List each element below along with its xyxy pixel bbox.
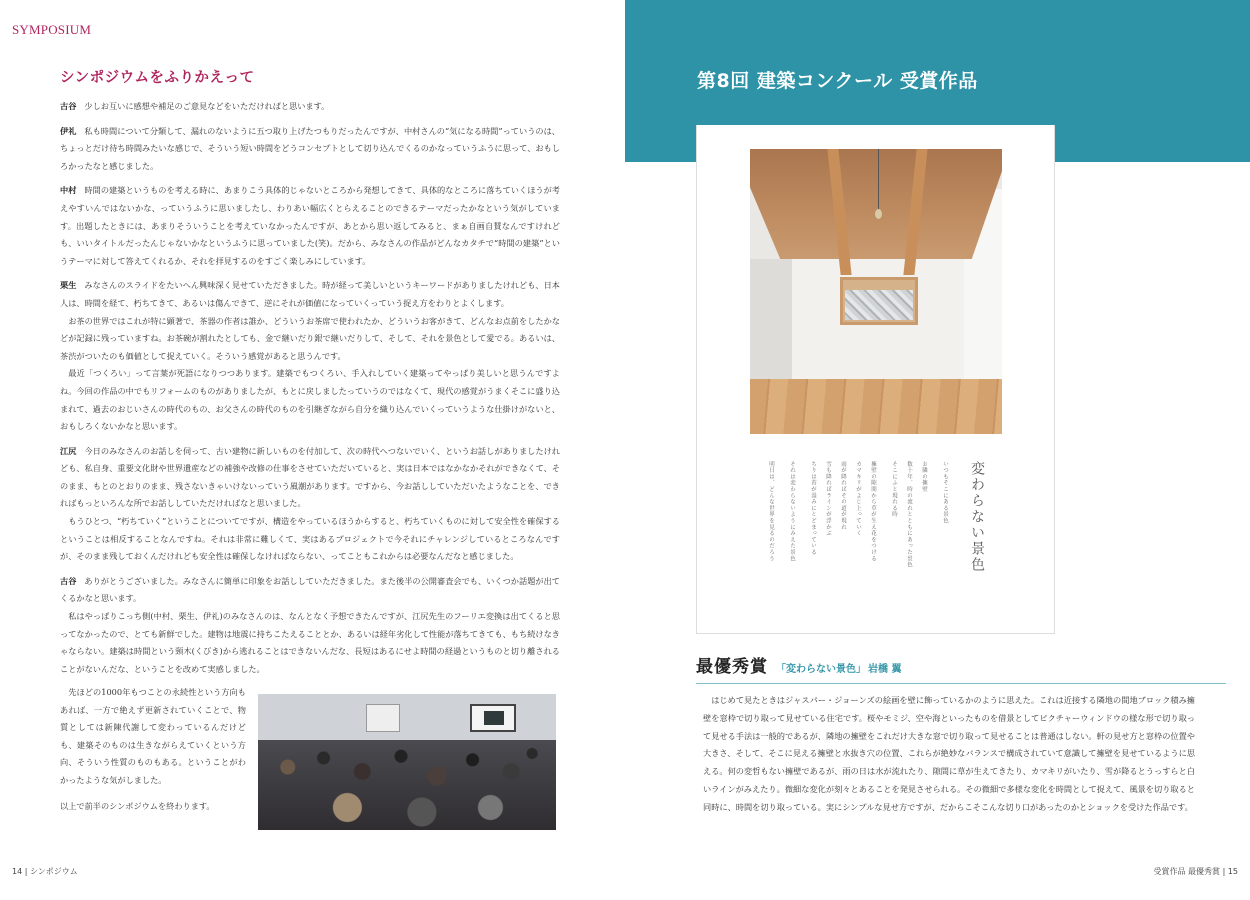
award-review: はじめて見たときはジャスパー・ジョーンズの絵画を壁に飾っているかのように思えた。これは近接する隣地の間地ブロック積み擁壁を窓枠で切り取って見せている住宅です。桜やモミジ、空や海といったものを借景としてピクチャーウィンドウの様な形で切り取って見せる手法は一般的であるが、隣地の擁壁をこれだけ大きな窓で切り取って見せることは普通はしない。軒の見せ方と窓枠の位置や大きさ、そして、そこに見える擁壁と水抜き穴の位置、これらが絶妙なバランスで構成されていて意識して擁壁を見せているように思える。何の変哲もない擁壁であるが、雨の日は水が流れたり、隙間に草が生えてきたり、カマキリがいたり、雪が降るとうっすらと白いラインがみえたり。微細な変化が刻々とあることを発見させられる。その微細で多様な変化を時間として捉えて、風景を切り取ると同時に、時間を切り取っている。実にシンプルな見せ方ですが、だからこそこんな切り口があったのかとショックを受けた作品です。 (703, 695, 1195, 812)
paragraph-text: ありがとうございました。みなさんに簡単に印象をお話ししていただきました。また後半の公開審査会でも、いくつか話題が出てくるかなと思います。 (60, 575, 560, 604)
article-body (60, 98, 560, 685)
room-photo (750, 149, 1002, 434)
audience (258, 740, 556, 830)
closing-text: 以上で前半のシンポジウムを終わります。 (60, 800, 215, 811)
poem-line: それは変わらないようにみえた景色 (789, 461, 795, 562)
speaker-name: 古谷 (60, 101, 77, 111)
photo-floor (750, 379, 1002, 434)
page-footer: 受賞作品 最優秀賞 | 15 (1153, 867, 1238, 876)
paragraph (60, 608, 560, 678)
projection-screen (470, 704, 516, 732)
symposium-photo (258, 694, 556, 830)
poem-line: 数十年、時の流れとともにあった景色 (906, 461, 912, 569)
section-label: SYMPOSIUM (12, 22, 92, 37)
poem-line: いつもそこにある景色 (942, 461, 948, 524)
paragraph-text: 私はやっぱりこっち側(中村、栗生、伊礼)のみなさんのは、なんとなく予想できたんですが、江尻先生のフーリエ変換は出てくると思ってなかったので、とても新鮮でした。建物は地震に持ちこたえることとか、あるいは経年劣化して性能が落ちてきても、もち続けなきゃならない。建築は時間という頸木(くびき)から逃れることはできないんだな、長短はあるにせよ時間の経過というものと切り離されることがないんだな、ということを改めて実感しました。 (60, 611, 560, 674)
paragraph (60, 573, 560, 608)
award-rank: 最優秀賞 (696, 657, 768, 677)
paragraph (60, 313, 560, 366)
paragraph-text: 私も時間について分類して、漏れのないように五つ取り上げたつもりだったんですが、中村さんの“気になる時間”っていうのは、ちょっとだけ待ち時間みたいな感じで、そういう短い時間をどうコンセプトとして切り込んでくるのかなっていうふうに思って、おもしろかったなと感じました。 (60, 125, 560, 171)
speaker-name: 江尻 (60, 445, 77, 456)
poem-line: カマキリがよじ上っていく (855, 461, 861, 537)
paragraph (60, 513, 560, 566)
feature-title: 第8回 建築コンクール 受賞作品 (697, 70, 978, 92)
paragraph-text: もうひとつ、“朽ちていく”ということについてですが、構造をやっているほうからすると、朽ちていくものに対して安全性を確保するということは相反することなんですね。それは非常に難しくて、実はあるプロジェクトで今それにチャレンジしているところなんですが、そのまま残しておくんだけれども安全性は確保しなければならない、ってこともこれからは必要なんだなと感じました。 (60, 516, 560, 562)
award-author: 岩橋 翼 (868, 664, 902, 675)
window-view (845, 290, 913, 320)
right-page (625, 0, 1250, 900)
paragraph-text: みなさんのスライドをたいへん興味深く見せていただきました。時が経って美しいというキーワードがありましたけれども、日本人は、時間を経て、朽ちてきて、あるいは傷んできて、逆にそれが価値になっていくっていう捉え方をわりとよくします。 (60, 280, 560, 308)
paragraph-text: 少しお互いに感想や補足のご意見などをいただければと思います。 (84, 101, 330, 111)
paragraph-text: 先ほどの1000年もつことの永続性という方向もあれば、一方で絶えず更新されていくことで、物質としては新陳代謝して変わっているんだけども、建築そのものは生きながらえていくという方向、そういう性質のものもある。ということがわかったような気がしました。 (60, 687, 246, 785)
speaker-name: 古谷 (60, 575, 77, 586)
poem-line: 明日は、どんな世界を見るのだろう (768, 461, 774, 562)
picture-window (840, 277, 918, 325)
poem-line: そこにふと現れる時 (891, 461, 897, 518)
pendant-cord (878, 149, 879, 211)
poem-line: 雨が降ればその道が現れ (840, 461, 846, 531)
poem-line: お隣の擁壁 (921, 461, 927, 493)
paragraph (60, 98, 560, 116)
paragraph (60, 277, 560, 312)
poem (767, 461, 987, 611)
poem-title: 変わらない景色 (969, 461, 985, 573)
poem-line: 雪も降ればラインが浮かぶ (825, 461, 831, 537)
lower-text (60, 684, 246, 815)
paragraph-text: お茶の世界ではこれが特に顕著で、茶器の作者は誰か、どういうお茶席で使われたか、どういうお客がきて、どんなお点前をしたかなどが記録に残っていますね。お茶碗が割れたとしても、金で継いだり銀で継いだりして、そして、それを景色として愛でる。あるいは、茶渋がついたのも価値として捉えていく。そういう感覚があると思うんです。 (60, 315, 560, 361)
slide-content (484, 711, 504, 725)
poem-line: ちりは苔が湿みにとどまっている (810, 461, 816, 556)
projection-screen (366, 704, 400, 732)
speaker-name: 伊礼 (60, 125, 77, 136)
photo-wall-left (750, 259, 792, 399)
poem-line: 擁壁の隙間から草が生え花をつける (870, 461, 876, 562)
article-title: シンポジウムをふりかえって (60, 70, 255, 86)
paragraph (60, 443, 560, 513)
page-footer: 14 | シンポジウム (12, 867, 78, 876)
speaker-name: 中村 (60, 185, 77, 196)
paragraph-text: 最近「つくろい」って言葉が死語になりつつあります。建築でもつくろい、手入れしていく建築ってやっぱり美しいと思うんですよね。今回の作品の中でもリフォームのものがありましたが、もとに戻しましたっていうのではなくて、現代の感覚がうまくそこに盛り込まれて、過去のおじいさんの時代のもの、お父さんの時代のものを引継ぎながら自分を織り込んでいくっていうような仕掛けがないと、おもしろくないかなと思います。 (60, 368, 560, 432)
photo-ceiling (750, 149, 1002, 259)
award-work-title: 「変わらない景色」 (776, 664, 866, 675)
paragraph-text: 今日のみなさんのお話しを伺って、古い建物に新しいものを付加して、次の時代へつないでいく、というお話しがありましたけれども、私自身、重要文化財や世界遺産などの補強や改修の仕事をさせていただいていると、実は日本ではなかなかそれができなくて、そのまま、もとのとおりのまま、残さないきゃいけないっていう風潮があります。ですから、今お話ししていただいたようなことを、できればもっといろんな所でお話ししていただければなと思いました。 (60, 445, 560, 509)
award-heading (696, 652, 1226, 684)
speaker-name: 栗生 (60, 280, 77, 291)
pendant-bulb (875, 209, 882, 219)
paragraph (60, 123, 560, 176)
paragraph (60, 182, 560, 270)
paragraph (60, 365, 560, 435)
feature-card (696, 125, 1055, 634)
paragraph-text: 時間の建築というものを考える時に、あまりこう具体的じゃないところから発想してきて、具体的なところに落ちていくほうが考えやすいんではないかな、っていうふうに思いましたし、わりあい幅広くとらえることのできるテーマだったかなという気がしています。出題したときには、あまりそういうことを考えていなかったんですが、あとから思い返してみると、まぁ自画自賛なんですけれども、いいタイトルだったんじゃないかなというふうに思っていました(笑)。だから、みなさんの作品がどんなカタチで“時間の建築”というテーマに対して答えてくれるか、それを拝見するのをすごく楽しみにしています。 (60, 185, 560, 266)
